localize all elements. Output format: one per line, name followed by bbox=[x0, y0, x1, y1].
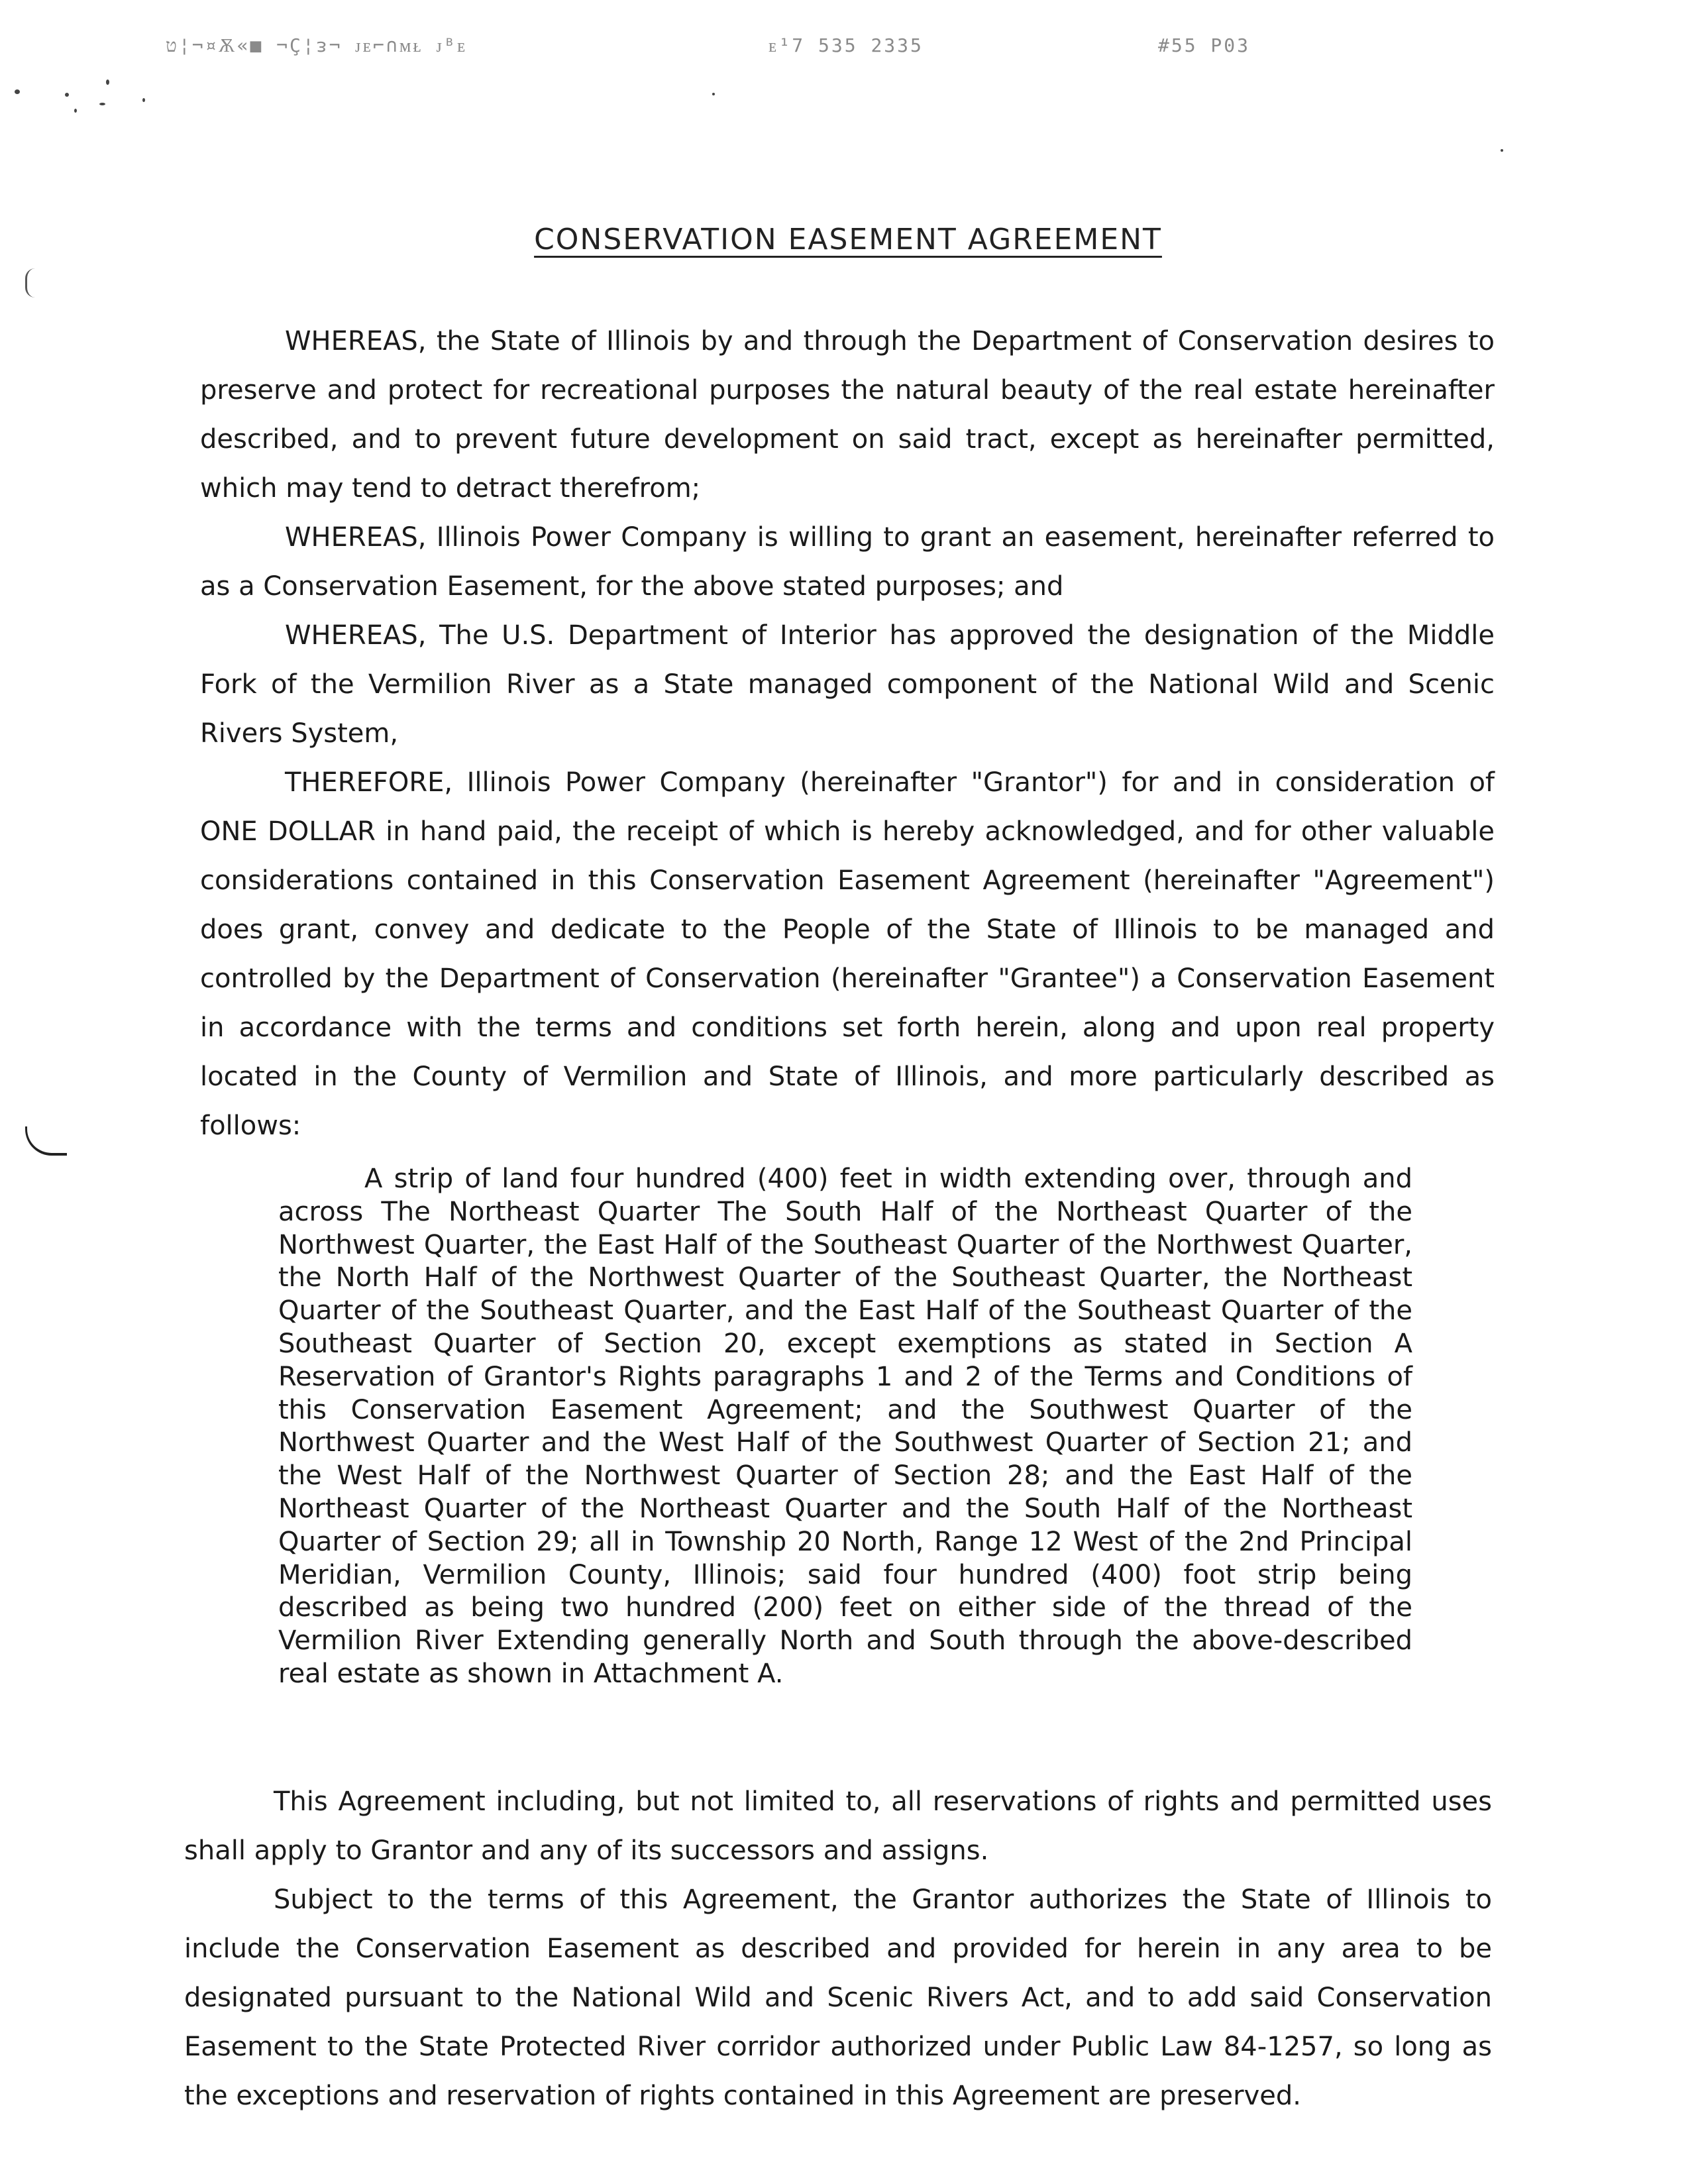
whereas-paragraph-2: WHEREAS, Illinois Power Company is willing to grant an easement, hereinafter referred to as a Conservation Easement, for the above stated purposes; and bbox=[200, 522, 1495, 602]
scan-speck bbox=[74, 109, 77, 113]
margin-mark bbox=[25, 268, 35, 298]
authorization-paragraph: Subject to the terms of this Agreement, the Grantor authorizes the State of Illinois to include the Conservation Easement as described and provided for herein in any area to be designated pursuant to the National Wild and Scenic Rivers Act, and to add said Conservation Easement to the State Protected River corridor authorized under Public Law 84-1257, so long as the exceptions and reservation of rights contained in this Agreement are preserved. bbox=[184, 1884, 1492, 2111]
therefore-paragraph: THEREFORE, Illinois Power Company (hereinafter "Grantor") for and in consideration of ONE DOLLAR in hand paid, the receipt of which is hereby acknowledged, and for other valuable considerations contained in this Conservation Easement Agreement (hereinafter "Agreement") does grant, convey and dedicate to the People of the State of Illinois to be managed and controlled by the Department of Conservation (hereinafter "Grantee") a Conservation Easement in accordance with the terms and conditions set forth herein, along and upon real property located in the County of Vermilion and State of Illinois, and more particularly described as follows: bbox=[200, 767, 1495, 1141]
scan-speck bbox=[1501, 149, 1503, 152]
fax-header-sender: ט¦¬¤Ѫ«■ ¬Ç¦ᴈ¬ ᴊᴇ⌐∩ᴍᴌ ᴊᴮᴇ bbox=[166, 34, 468, 56]
document-title: CONSERVATION EASEMENT AGREEMENT bbox=[534, 223, 1162, 256]
successors-paragraph: This Agreement including, but not limited to, all reservations of rights and permitted uses shall apply to Grantor and any of its successors and assigns. bbox=[184, 1786, 1492, 1866]
scan-speck bbox=[712, 93, 715, 95]
scan-speck bbox=[142, 98, 145, 102]
fax-header-page: #55 P03 bbox=[1158, 34, 1251, 56]
margin-mark bbox=[25, 1126, 67, 1156]
whereas-paragraph-3: WHEREAS, The U.S. Department of Interior has approved the designation of the Middle Fork of the Vermilion River as a State managed component of the National Wild and Scenic Rivers System, bbox=[200, 620, 1495, 749]
fax-transmission-header bbox=[166, 34, 1292, 61]
scan-speck bbox=[99, 103, 105, 105]
scan-speck bbox=[106, 80, 109, 85]
scan-speck bbox=[65, 93, 69, 97]
legal-description: A strip of land four hundred (400) feet in width extending over, through and across The Northeast Quarter The South Half of the Northeast Quarter of the Northwest Quarter, the East Half of the Southeast Quarter of the Northwest Quarter, the North Half of the Northwest Quarter of the Southeast Quarter, the Northeast Quarter of the Southeast Quarter, and the East Half of the Southeast Quarter of the Southeast Quarter of Section 20, except exemptions as stated in Section A Reservation of Grantor's Rights paragraphs 1 and 2 of the Terms and Conditions of this Conservation Easement Agreement; and the Southwest Quarter of the Northwest Quarter and the West Half of the Southwest Quarter of Section 21; and the West Half of the Northwest Quarter of Section 28; and the East Half of the Northeast Quarter of the Northeast Quarter and the South Half of the Northeast Quarter of Section 29; all in Township 20 North, Range 12 West of the 2nd Principal Meridian, Vermilion County, Illinois; said four hundred (400) foot strip being described as being two hundred (200) feet on either side of the thread of the Vermilion River Extending generally North and South through the above-described real estate as shown in Attachment A. bbox=[278, 1164, 1412, 1689]
fax-header-phone: ᴇ¹7 535 2335 bbox=[768, 34, 924, 56]
whereas-paragraph-1: WHEREAS, the State of Illinois by and through the Department of Conservation desires to preserve and protect for recreational purposes the natural beauty of the real estate hereinafter described, and to prevent future development on said tract, except as hereinafter permitted, which may tend to detract therefrom; bbox=[200, 326, 1495, 504]
scan-speck bbox=[15, 89, 20, 94]
